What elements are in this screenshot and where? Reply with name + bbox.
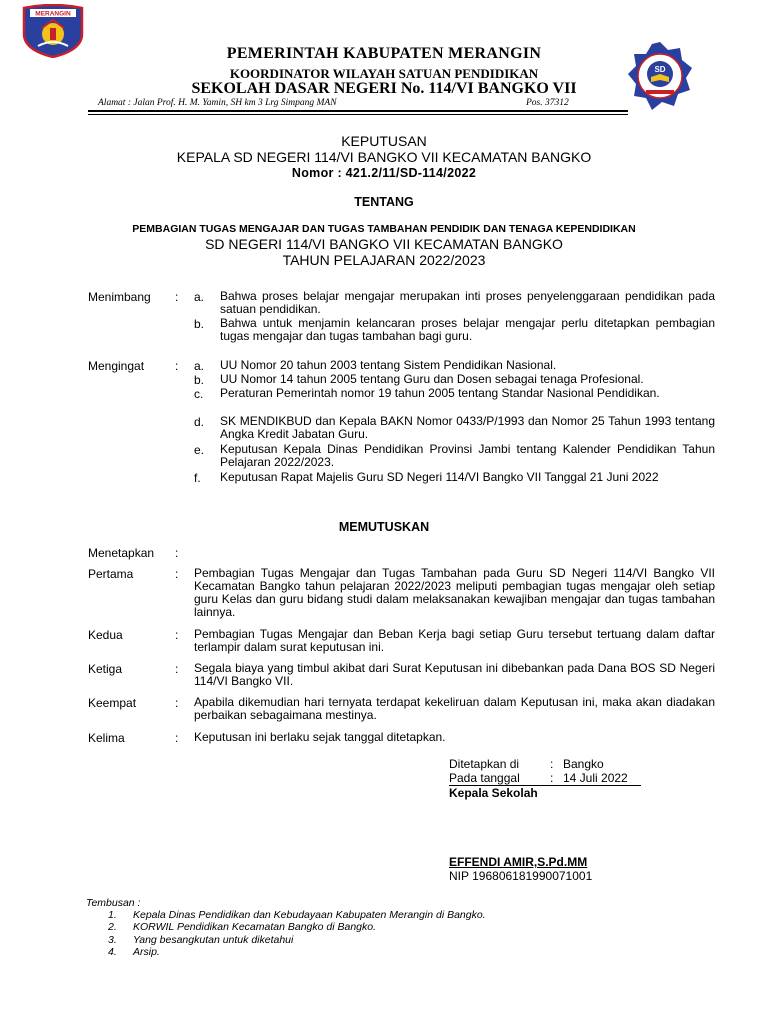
doc-title: KEPUTUSAN <box>341 133 427 149</box>
mengingat-item: Peraturan Pemerintah nomor 19 tahun 2005 tentang Standar Nasional Pendidikan. <box>220 386 660 400</box>
doc-number: Nomor : 421.2/11/SD-114/2022 <box>291 166 477 180</box>
menimbang-item: Bahwa untuk menjamin kelancaran proses belajar mengajar perlu ditetapkan pembagian tugas mengajar dan tugas tambahan bagi guru. <box>220 316 715 343</box>
tembusan-num: 3. <box>108 934 117 946</box>
subject-line-2: SD NEGERI 114/VI BANGKO VII KECAMATAN BANGKO <box>205 236 563 252</box>
pasal-text: Apabila dikemudian hari ternyata terdapat kekeliruan dalam Keputusan ini, maka akan diadakan perbaikan sebagaimana mestinya. <box>194 695 715 722</box>
menimbang-item: Bahwa proses belajar mengajar merupakan inti proses penyelenggaraan pendidikan pada satuan pendidikan. <box>220 289 715 316</box>
tembusan-num: 1. <box>108 909 117 921</box>
pasal-label: Kelima <box>88 731 125 745</box>
subject-line-1: PEMBAGIAN TUGAS MENGAJAR DAN TUGAS TAMBAHAN PENDIDIK DAN TENAGA KEPENDIDIKAN <box>132 223 636 235</box>
tanggal-value: 14 Juli 2022 <box>563 771 628 785</box>
tembusan-label: Tembusan : <box>86 897 141 909</box>
header-rule-thin <box>88 114 628 115</box>
tembusan-item: Yang besangkutan untuk diketahui <box>133 934 294 946</box>
tembusan-item: KORWIL Pendidikan Kecamatan Bangko di Bangko. <box>133 921 377 933</box>
pasal-text: Pembagian Tugas Mengajar dan Tugas Tambahan pada Guru SD Negeri 114/VI Bangko VII Kecamatan Bangko tahun pelajaran 2022/2023 meliputi pembagian tugas mengajar oleh setiap guru Kelas dan guru bidang studi dalam melaksanakan kewajiban mengajar dan tugas tambahan lainnya. <box>194 566 715 619</box>
mengingat-colon: : <box>175 359 179 373</box>
tembusan-item: Arsip. <box>133 946 160 958</box>
tanggal-colon: : <box>550 771 554 785</box>
tembusan-num: 2. <box>108 921 117 933</box>
ditetapkan-colon: : <box>550 757 554 771</box>
ditetapkan-label: Ditetapkan di <box>449 757 520 771</box>
pasal-colon: : <box>175 628 179 642</box>
mengingat-letter: d. <box>194 415 205 429</box>
address-line <box>98 97 618 111</box>
tembusan-item: Kepala Dinas Pendidikan dan Kebudayaan Kabupaten Merangin di Bangko. <box>133 909 486 921</box>
mengingat-label: Mengingat <box>88 359 145 373</box>
pasal-label: Ketiga <box>88 662 123 676</box>
mengingat-item: Keputusan Rapat Majelis Guru SD Negeri 114/VI Bangko VII Tanggal 21 Juni 2022 <box>220 470 659 484</box>
address-text: Alamat : Jalan Prof. H. M. Yamin, SH km 3 Lrg Simpang MAN <box>98 98 337 108</box>
pasal-text: Keputusan ini berlaku sejak tanggal ditetapkan. <box>194 730 446 744</box>
signer-position: Kepala Sekolah <box>449 786 538 800</box>
coordinator-name: KOORDINATOR WILAYAH SATUAN PENDIDIKAN <box>229 66 539 81</box>
pasal-label: Keempat <box>88 696 137 710</box>
menimbang-letter: a. <box>194 290 205 304</box>
school-logo-text: SD <box>654 65 666 74</box>
pasal-text: Segala biaya yang timbul akibat dari Surat Keputusan ini dibebankan pada Dana BOS SD Negeri 114/VI Bangko VII. <box>194 661 715 688</box>
doc-issuer: KEPALA SD NEGERI 114/VI BANGKO VII KECAMATAN BANGKO <box>176 149 592 165</box>
mengingat-letter: f. <box>194 471 201 485</box>
pasal-text: Pembagian Tugas Mengajar dan Beban Kerja bagi setiap Guru tersebut tertuang dalam daftar terlampir dalam surat keputusan ini. <box>194 627 715 654</box>
district-logo-text: MERANGIN <box>35 10 71 18</box>
pasal-colon: : <box>175 696 179 710</box>
pasal-colon: : <box>175 662 179 676</box>
mengingat-item: UU Nomor 14 tahun 2005 tentang Guru dan Dosen sebagai tenaga Profesional. <box>220 372 644 386</box>
header-rule-thick <box>88 110 628 112</box>
government-name: PEMERINTAH KABUPATEN MERANGIN <box>226 45 542 62</box>
menetapkan-colon: : <box>175 546 179 560</box>
mengingat-item: SK MENDIKBUD dan Kepala BAKN Nomor 0433/P/1993 dan Nomor 25 Tahun 1993 tentang Angka Kredit Jabatan Guru. <box>220 414 715 441</box>
tembusan-num: 4. <box>108 946 117 958</box>
menetapkan-label: Menetapkan <box>88 546 155 560</box>
mengingat-item: Keputusan Kepala Dinas Pendidikan Provinsi Jambi tentang Kalender Pendidikan Tahun Pelajaran 2022/2023. <box>220 442 715 469</box>
tentang-heading: TENTANG <box>354 195 414 209</box>
menimbang-colon: : <box>175 290 179 304</box>
pasal-colon: : <box>175 567 179 581</box>
menimbang-label: Menimbang <box>88 290 151 304</box>
mengingat-letter: c. <box>194 387 204 401</box>
menimbang-letter: b. <box>194 317 205 331</box>
memutuskan-heading: MEMUTUSKAN <box>338 520 430 534</box>
school-name: SEKOLAH DASAR NEGERI No. 114/VI BANGKO VII <box>191 80 577 97</box>
mengingat-letter: e. <box>194 443 205 457</box>
signer-name: EFFENDI AMIR,S.Pd.MM <box>449 855 588 869</box>
pasal-colon: : <box>175 731 179 745</box>
tanggal-label: Pada tanggal <box>449 771 520 785</box>
ditetapkan-value: Bangko <box>563 757 604 771</box>
subject-line-3: TAHUN PELAJARAN 2022/2023 <box>282 252 486 268</box>
postal-code: Pos. 37312 <box>526 98 569 108</box>
pasal-label: Kedua <box>88 628 123 642</box>
pasal-label: Pertama <box>88 567 134 581</box>
signer-nip: NIP 196806181990071001 <box>449 869 593 883</box>
mengingat-item: UU Nomor 20 tahun 2003 tentang Sistem Pendidikan Nasional. <box>220 358 557 372</box>
mengingat-letter: a. <box>194 359 205 373</box>
mengingat-letter: b. <box>194 373 205 387</box>
